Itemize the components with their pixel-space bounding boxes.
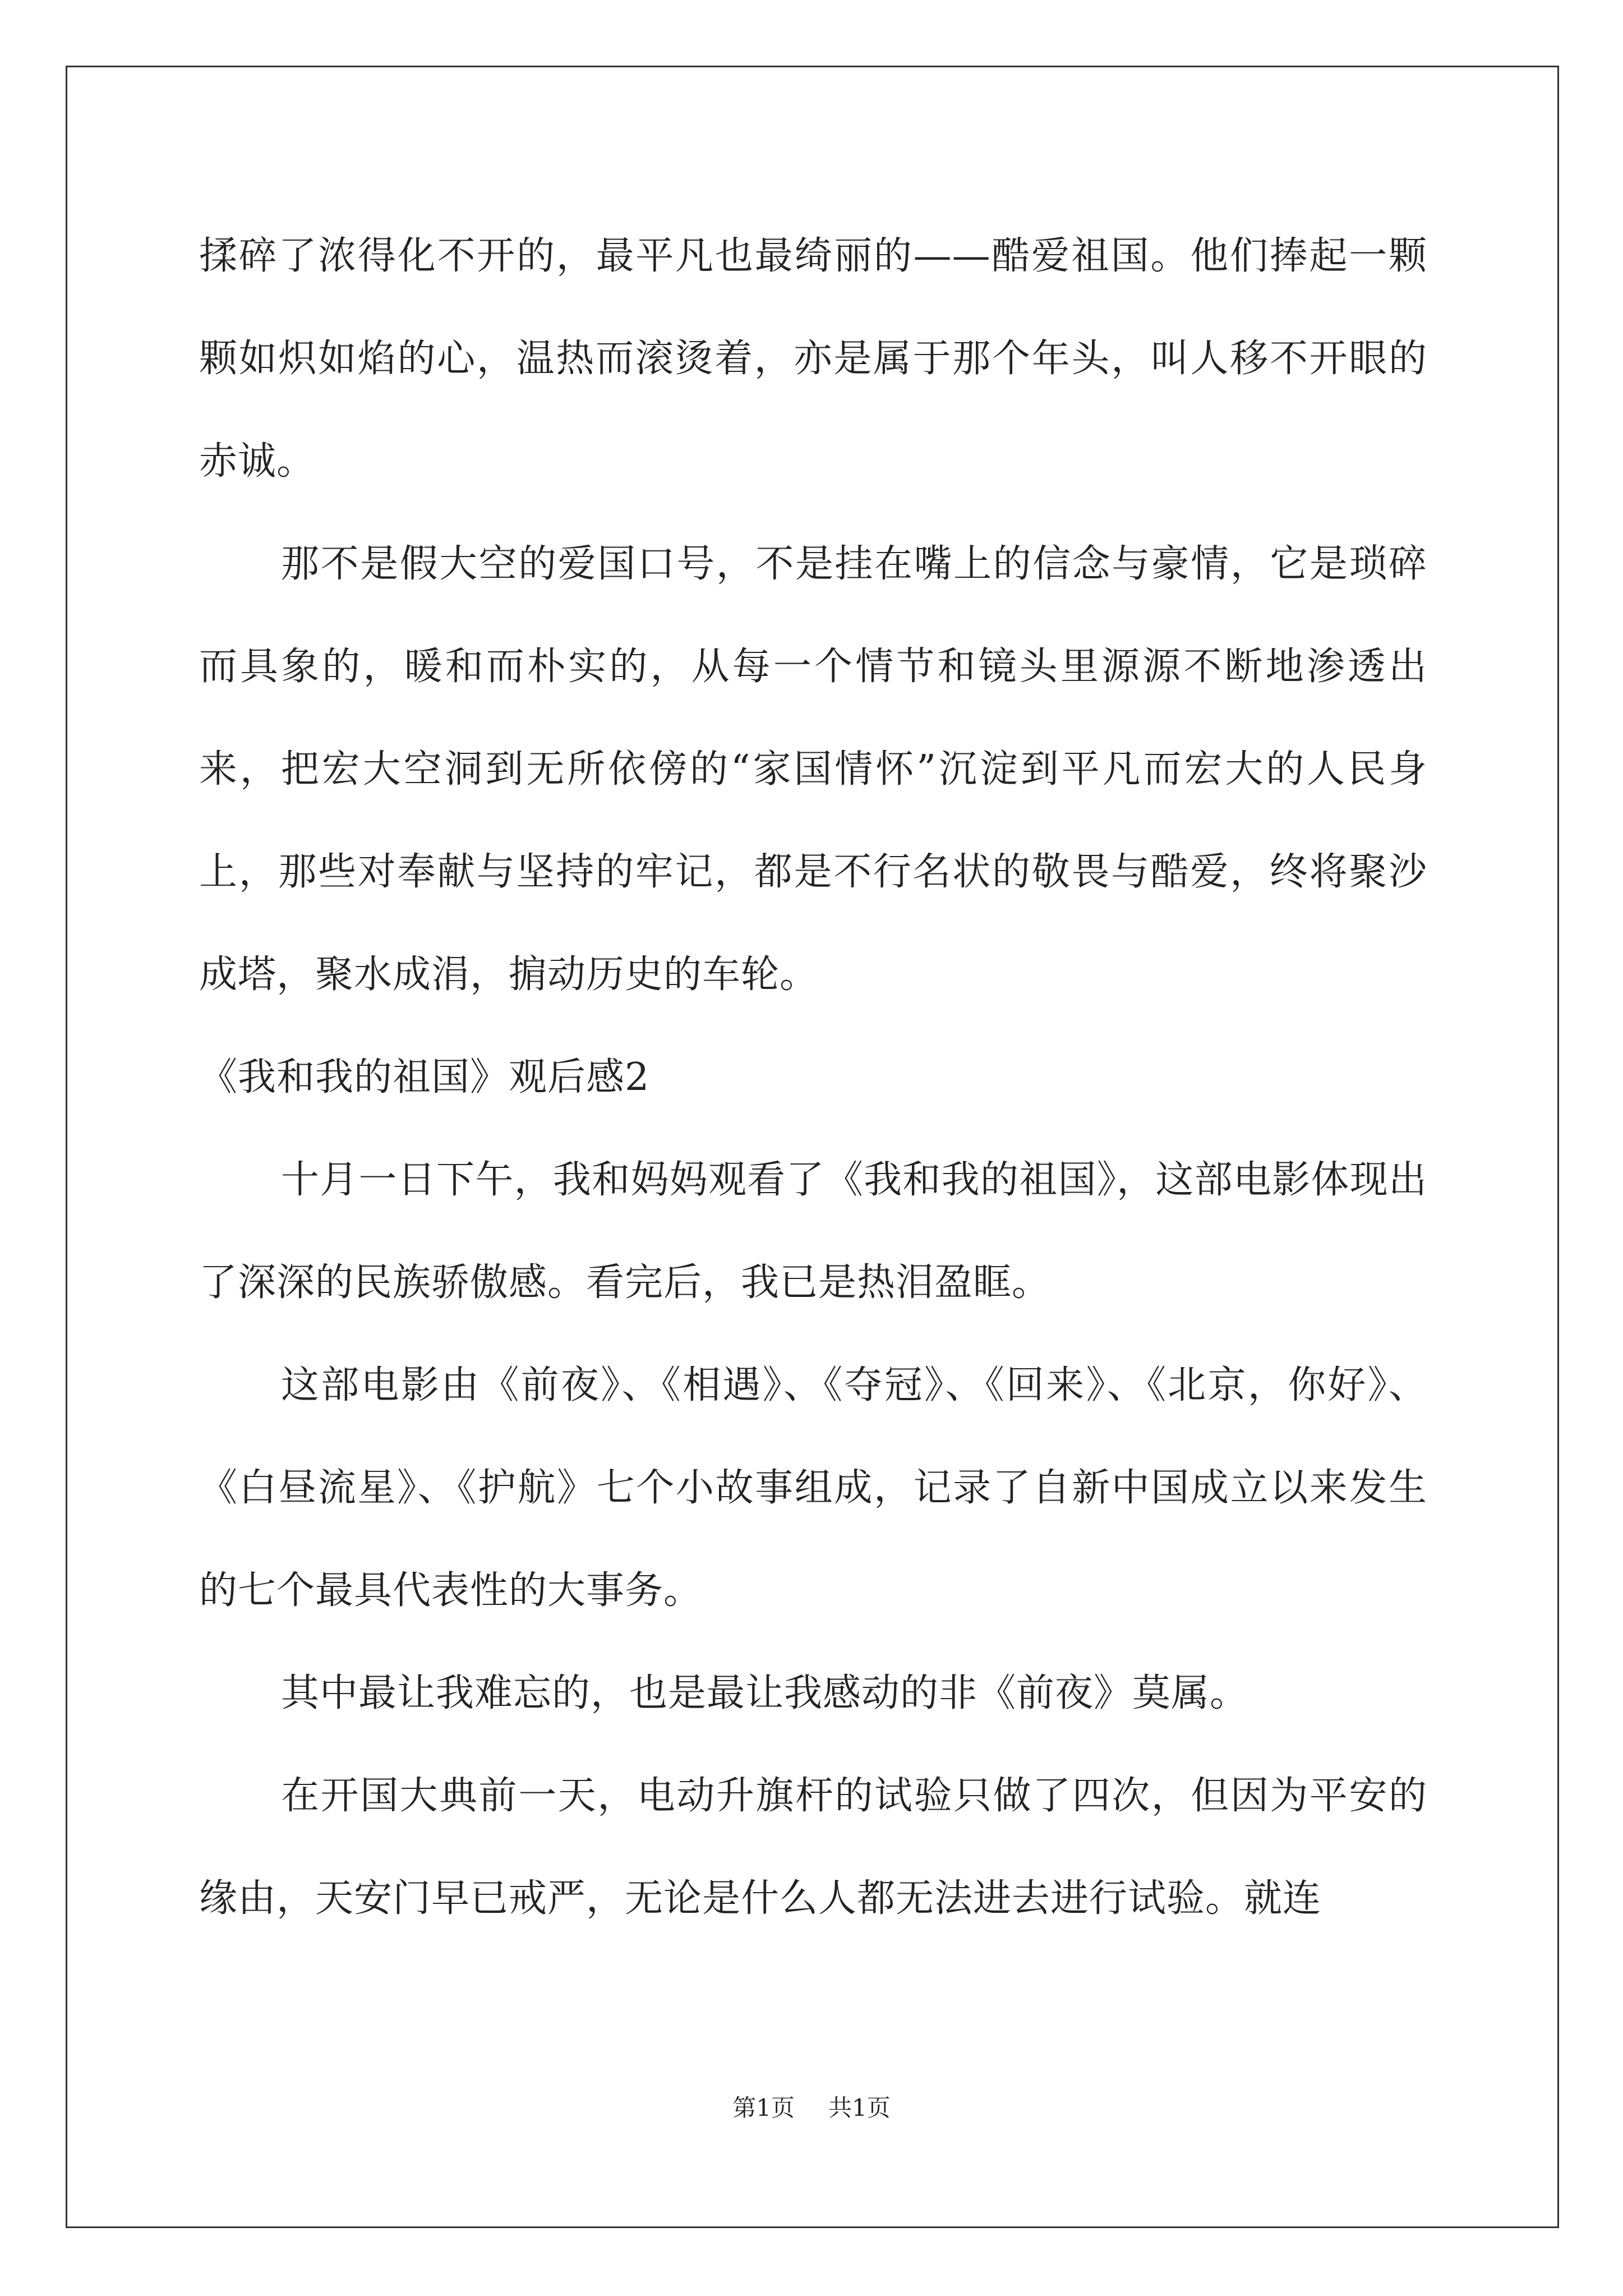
- paragraph-1: 揉碎了浓得化不开的，最平凡也最绮丽的——酷爱祖国。他们捧起一颗颗如炽如焰的心，温热而滚烫着，亦是属于那个年头，叫人移不开眼的赤诚。: [199, 234, 1427, 484]
- paragraph-6: 在开国大典前一天，电动升旗杆的试验只做了四次，但因为平安的缘由，天安门早已戒严，无论是什么人都无法进去进行试验。就连: [199, 1774, 1427, 1921]
- document-body: [199, 205, 1427, 1950]
- paragraph-5: 其中最让我难忘的，也是最让我感动的非《前夜》莫属。: [281, 1671, 1249, 1715]
- page-number: 第1页: [732, 2094, 795, 2122]
- paragraph-3: 十月一日下午，我和妈妈观看了《我和我的祖国》，这部电影体现出了深深的民族骄傲感。看完后，我已是热泪盈眶。: [199, 1158, 1427, 1305]
- paragraph-2: 那不是假大空的爱国口号，不是挂在嘴上的信念与豪情，它是琐碎而具象的，暖和而朴实的，从每一个情节和镜头里源源不断地渗透出来，把宏大空洞到无所依傍的“家国情怀”沉淀到平凡而宏大的人民身上，那些对奉献与坚持的牢记，都是不行名状的敬畏与酷爱，终将聚沙成塔，聚水成涓，掮动历史的车轮。: [199, 542, 1427, 997]
- page-total: 共1页: [828, 2094, 891, 2122]
- page-footer: [0, 2091, 1623, 2125]
- paragraph-4: 这部电影由《前夜》、《相遇》、《夺冠》、《回来》、《北京，你好》、《白昼流星》、《护航》七个小故事组成，记录了自新中国成立以来发生的七个最具代表性的大事务。: [199, 1363, 1427, 1613]
- section-heading: 《我和我的祖国》观后感2: [199, 1055, 650, 1099]
